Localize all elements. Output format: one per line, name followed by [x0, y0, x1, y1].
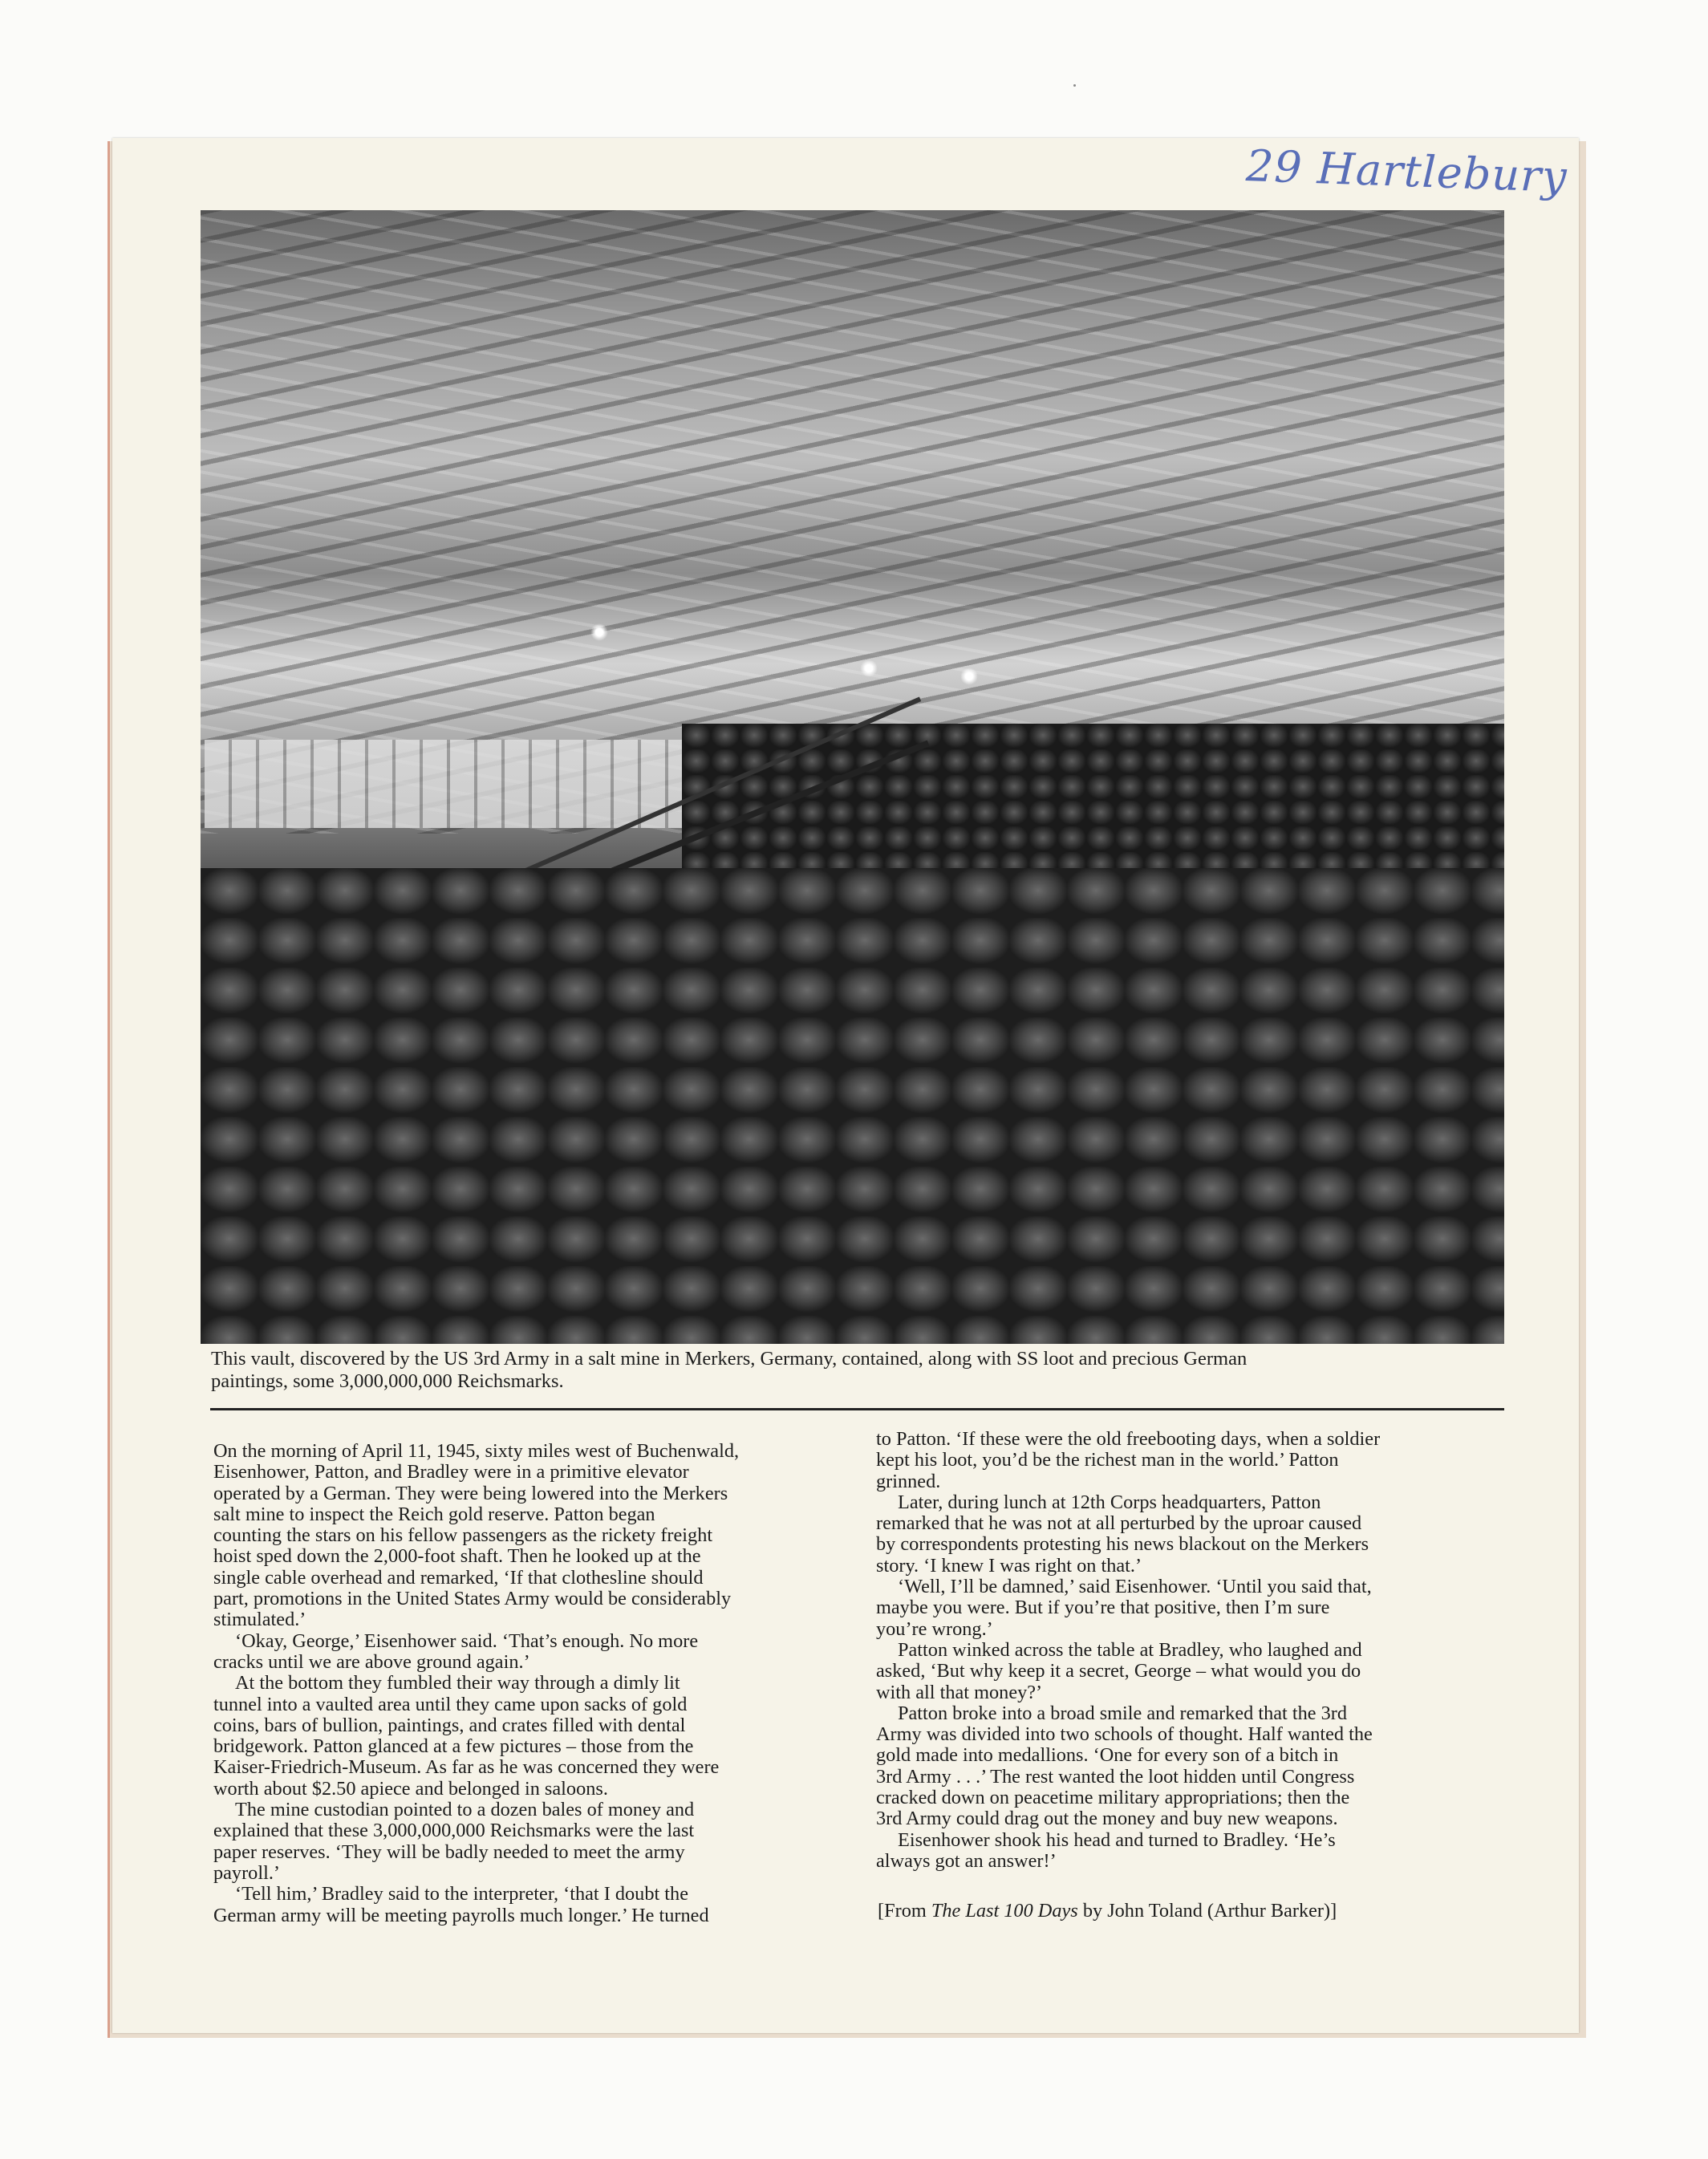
lamp — [860, 659, 878, 677]
text-line: On the morning of April 11, 1945, sixty miles west of Buchenwald, — [213, 1440, 740, 1462]
paragraph — [876, 1577, 1380, 1640]
text-line: ‘Tell him,’ Bradley said to the interpreter, ‘that I doubt the — [235, 1883, 688, 1905]
text-line: salt mine to inspect the Reich gold reserve. Patton began — [213, 1503, 655, 1525]
dust-speck — [1073, 84, 1076, 87]
text-line: kept his loot, you’d be the richest man in the world.’ Patton — [876, 1449, 1339, 1471]
lamp — [590, 623, 608, 641]
text-line: part, promotions in the United States Army would be considerably — [213, 1588, 732, 1610]
text-line: cracked down on peacetime military appropriations; then the — [876, 1787, 1350, 1809]
paragraph — [213, 1884, 739, 1926]
text-line: Later, during lunch at 12th Corps headquarters, Patton — [898, 1491, 1321, 1513]
text-line: operated by a German. They were being lowered into the Merkers — [213, 1482, 728, 1504]
text-line: story. ‘I knew I was right on that.’ — [876, 1554, 1142, 1577]
text-line: maybe you were. But if you’re that positive, then I’m sure — [876, 1597, 1330, 1619]
text-line: The mine custodian pointed to a dozen bales of money and — [235, 1799, 695, 1821]
text-line: remarked that he was not at all perturbed by the uproar caused — [876, 1512, 1362, 1535]
text-line: ‘Okay, George,’ Eisenhower said. ‘That’s enough. No more — [235, 1629, 699, 1652]
credit-suffix: by John Toland (Arthur Barker)] — [1077, 1900, 1337, 1922]
text-line: Patton broke into a broad smile and remarked that the 3rd — [898, 1702, 1348, 1724]
text-line: you’re wrong.’ — [876, 1617, 993, 1640]
text-line: tunnel into a vaulted area until they came upon sacks of gold — [213, 1693, 688, 1715]
text-line: with all that money?’ — [876, 1681, 1043, 1703]
text-line: asked, ‘But why keep it a secret, George – what would you do — [876, 1660, 1361, 1682]
paragraph — [876, 1640, 1380, 1703]
article-column-right — [876, 1429, 1380, 1872]
text-line: Eisenhower shook his head and turned to Bradley. ‘He’s — [898, 1828, 1336, 1851]
divider-rule — [210, 1408, 1504, 1410]
paragraph — [876, 1429, 1380, 1492]
credit-prefix: [From — [878, 1900, 931, 1922]
text-line: grinned. — [876, 1470, 941, 1492]
text-line: Eisenhower, Patton, and Bradley were in a primitive elevator — [213, 1461, 689, 1483]
text-line: stimulated.’ — [213, 1609, 306, 1631]
text-line: by correspondents protesting his news blackout on the Merkers — [876, 1533, 1369, 1556]
text-line: to Patton. ‘If these were the old freebooting days, when a soldier — [876, 1428, 1381, 1450]
text-line: counting the stars on his fellow passengers as the rickety freight — [213, 1524, 713, 1547]
text-line: cracks until we are above ground again.’ — [213, 1650, 530, 1673]
paragraph — [876, 1703, 1380, 1830]
text-line: ‘Well, I’ll be damned,’ said Eisenhower. ‘Until you said that, — [898, 1576, 1372, 1598]
lamp — [960, 668, 978, 685]
caption-line: This vault, discovered by the US 3rd Army in a salt mine in Merkers, Germany, contained, along with SS loot and precious German — [211, 1348, 1248, 1370]
text-line: hoist sped down the 2,000-foot shaft. Then he looked up at the — [213, 1545, 701, 1568]
article-column-left — [213, 1441, 739, 1926]
text-line: At the bottom they fumbled their way through a dimly lit — [235, 1672, 680, 1694]
source-credit — [878, 1900, 1337, 1922]
text-line: always got an answer!’ — [876, 1849, 1057, 1872]
crates — [205, 740, 702, 828]
text-line: 3rd Army could drag out the money and buy new weapons. — [876, 1808, 1338, 1830]
text-line: German army will be meeting payrolls much longer.’ He turned — [213, 1904, 709, 1926]
book-title: The Last 100 Days — [931, 1900, 1078, 1922]
vault-photo — [201, 210, 1504, 1344]
paragraph — [213, 1673, 739, 1800]
text-line: Patton winked across the table at Bradley, who laughed and — [898, 1638, 1362, 1661]
text-line: explained that these 3,000,000,000 Reichsmarks were the last — [213, 1820, 695, 1842]
text-line: payroll.’ — [213, 1861, 280, 1884]
paragraph — [876, 1830, 1380, 1873]
text-line: gold made into medallions. ‘One for every son of a bitch in — [876, 1744, 1339, 1767]
money-sacks — [201, 868, 1504, 1344]
paragraph — [213, 1631, 739, 1674]
paragraph — [213, 1800, 739, 1884]
caption-line: paintings, some 3,000,000,000 Reichsmarks. — [211, 1370, 564, 1392]
text-line: Army was divided into two schools of thought. Half wanted the — [876, 1723, 1373, 1746]
text-line: paper reserves. ‘They will be badly needed to meet the army — [213, 1840, 685, 1863]
text-line: coins, bars of bullion, paintings, and crates filled with dental — [213, 1714, 686, 1736]
photo-caption — [211, 1348, 1503, 1393]
text-line: worth about $2.50 apiece and belonged in saloons. — [213, 1777, 608, 1800]
text-line: Kaiser-Friedrich-Museum. As far as he was concerned they were — [213, 1756, 720, 1779]
text-line: bridgework. Patton glanced at a few pictures – those from the — [213, 1735, 694, 1758]
paragraph — [213, 1441, 739, 1631]
handwritten-note: 29 Hartlebury — [1245, 140, 1568, 202]
paragraph — [876, 1492, 1380, 1577]
text-line: single cable overhead and remarked, ‘If that clothesline should — [213, 1566, 704, 1589]
text-line: 3rd Army . . .’ The rest wanted the loot hidden until Congress — [876, 1765, 1355, 1788]
